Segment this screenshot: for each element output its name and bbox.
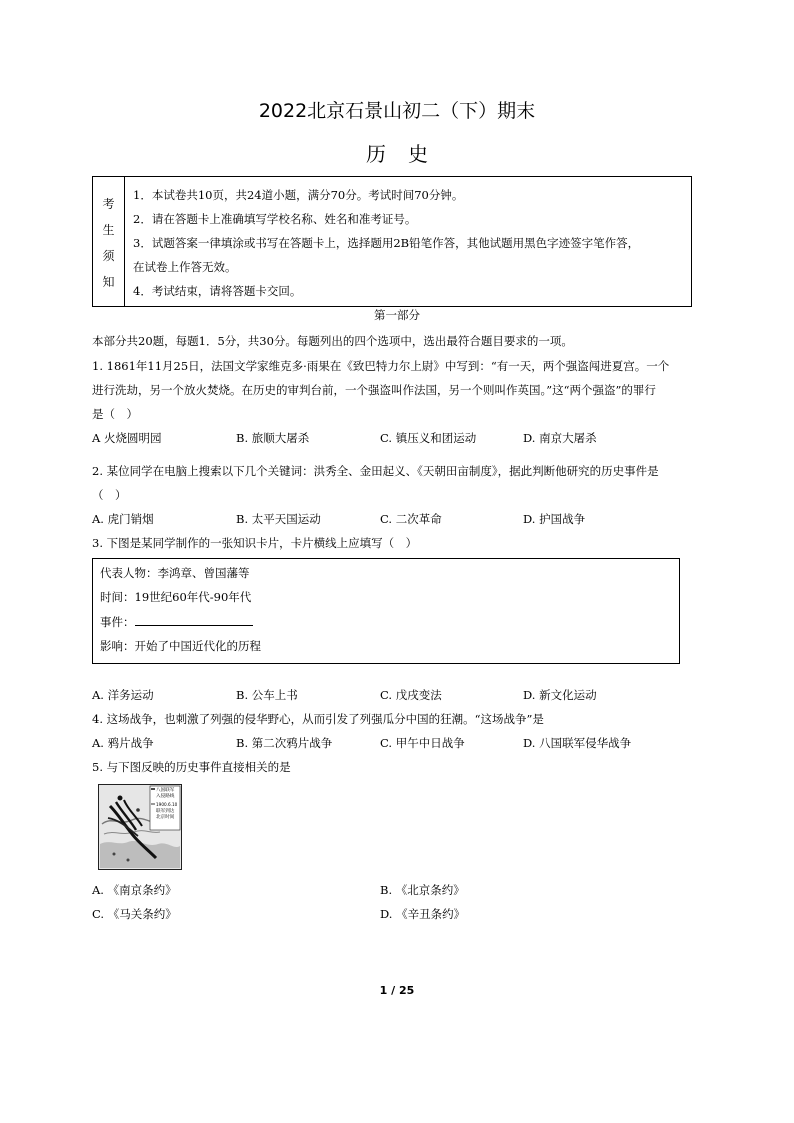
map-legend-text: 八国联军 xyxy=(156,788,175,793)
map-legend-text: 北京时间 xyxy=(156,815,175,820)
question-5-text: 5. 与下图反映的历史事件直接相关的是 xyxy=(92,760,291,774)
question-5-option-d[interactable]: D. 《辛丑条约》 xyxy=(380,907,466,921)
subject-title: 历史 xyxy=(366,142,450,166)
question-4-option-a[interactable]: A. 鸦片战争 xyxy=(92,736,154,750)
part-title: 第一部分 xyxy=(374,308,420,322)
question-1-text: 进行洗劫，另一个放火焚烧。在历史的审判台前，一个强盗叫作法国，另一个则叫作英国。”这“两个强盗”的罪行 xyxy=(92,383,656,397)
card-event-label: 事件： xyxy=(100,615,135,629)
question-2-text: 2. 某位同学在电脑上搜索以下几个关键词：洪秀全、金田起义、《天朝田亩制度》，据此判断他研究的历史事件是 xyxy=(92,464,659,478)
question-5-option-a[interactable]: A. 《南京条约》 xyxy=(92,883,177,897)
notice-label-char: 须 xyxy=(102,249,115,263)
question-4-option-c[interactable]: C. 甲午中日战争 xyxy=(380,736,465,750)
page-number: 1 / 25 xyxy=(379,984,415,997)
card-event-blank xyxy=(135,615,253,626)
question-3-option-c[interactable]: C. 戊戌变法 xyxy=(380,688,442,702)
notice-item: 3．试题答案一律填涂或书写在答题卡上，选择题用2B铅笔作答，其他试题用黑色字迹签字笔作答， xyxy=(133,236,640,250)
card-impact: 影响：开始了中国近代化的历程 xyxy=(100,639,261,653)
question-3-option-b[interactable]: B. 公车上书 xyxy=(236,688,298,702)
question-3-option-d[interactable]: D. 新文化运动 xyxy=(523,688,597,702)
page-title: 2022北京石景山初二（下）期末 xyxy=(258,100,536,122)
exam-notice-box xyxy=(92,176,692,307)
question-1-option-d[interactable]: D. 南京大屠杀 xyxy=(523,431,597,445)
question-1-option-b[interactable]: B. 旅顺大屠杀 xyxy=(236,431,310,445)
question-2-option-c[interactable]: C. 二次革命 xyxy=(380,512,442,526)
question-1-text: 1. 1861年11月25日，法国文学家维克多·雨果在《致巴特力尔上尉》中写到：“有一天，两个强盗闯进夏宫。一个 xyxy=(92,359,670,373)
question-1-option-a[interactable]: A 火烧圆明园 xyxy=(92,431,162,445)
question-3-text: 3. 下图是某同学制作的一张知识卡片，卡片横线上应填写（ ） xyxy=(92,536,418,550)
map-legend-text: 联军到达 xyxy=(156,809,175,814)
invasion-route-map xyxy=(98,784,182,870)
notice-items xyxy=(133,183,639,303)
question-1-option-c[interactable]: C. 镇压义和团运动 xyxy=(380,431,477,445)
card-time: 时间：19世纪60年代-90年代 xyxy=(100,590,252,604)
notice-item: 4．考试结束，请将答题卡交回。 xyxy=(133,284,302,298)
question-5-option-b[interactable]: B. 《北京条约》 xyxy=(380,883,465,897)
notice-item: 1．本试卷共10页，共24道小题，满分70分。考试时间70分钟。 xyxy=(133,188,464,202)
map-legend-text: 1900.6.10 xyxy=(156,802,178,807)
question-2-text: （ ） xyxy=(92,488,127,502)
part-intro: 本部分共20题，每题1．5分，共30分。每题列出的四个选项中，选出最符合题目要求的一项。 xyxy=(92,334,573,348)
map-legend-text: 入侵路线 xyxy=(156,794,175,799)
question-3-option-a[interactable]: A. 洋务运动 xyxy=(92,688,154,702)
knowledge-card xyxy=(92,558,680,664)
question-2-option-b[interactable]: B. 太平天国运动 xyxy=(236,512,321,526)
question-1-text: 是（ ） xyxy=(92,407,138,421)
notice-item: 在试卷上作答无效。 xyxy=(133,260,237,274)
question-4-option-b[interactable]: B. 第二次鸦片战争 xyxy=(236,736,333,750)
notice-label-char: 生 xyxy=(102,223,115,237)
question-4-text: 4. 这场战争，也刺激了列强的侵华野心，从而引发了列强瓜分中国的狂潮。“这场战争”是 xyxy=(92,712,544,726)
notice-item: 2．请在答题卡上准确填写学校名称、姓名和准考证号。 xyxy=(133,212,417,226)
notice-label-char: 考 xyxy=(102,197,115,211)
card-event xyxy=(100,614,253,630)
map-graphic xyxy=(98,784,182,870)
notice-label xyxy=(93,177,125,306)
question-4-option-d[interactable]: D. 八国联军侵华战争 xyxy=(523,736,632,750)
question-5-option-c[interactable]: C. 《马关条约》 xyxy=(92,907,177,921)
question-2-option-d[interactable]: D. 护国战争 xyxy=(523,512,586,526)
card-people: 代表人物：李鸿章、曾国藩等 xyxy=(100,566,250,580)
question-2-option-a[interactable]: A. 虎门销烟 xyxy=(92,512,154,526)
notice-label-char: 知 xyxy=(102,275,115,289)
